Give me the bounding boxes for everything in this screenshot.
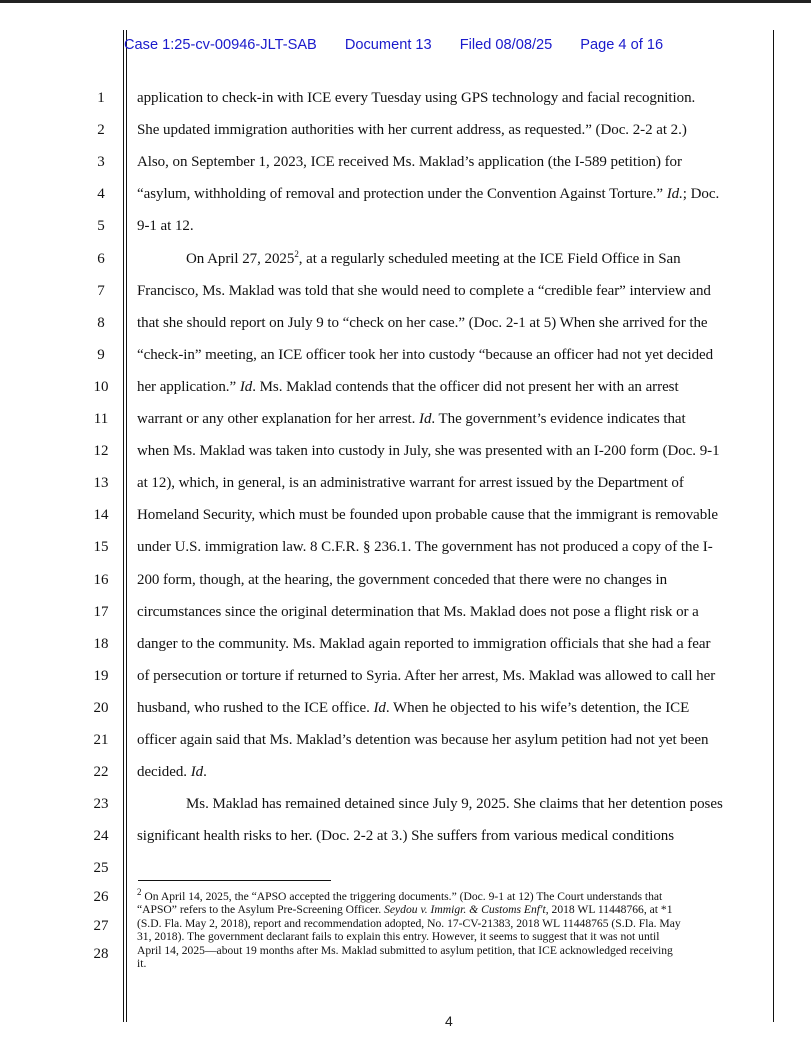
line-number: 7	[97, 282, 105, 299]
body-line: decided. Id.	[137, 764, 207, 781]
body-line: “asylum, withholding of removal and protection under the Convention Against Torture.” Id.; Doc.	[137, 186, 720, 203]
body-line: danger to the community. Ms. Maklad again reported to immigration officials that she had a fear	[137, 635, 711, 652]
line-number: 21	[93, 732, 109, 748]
footnote-separator	[138, 880, 331, 881]
body-line: 9-1 at 12.	[137, 218, 194, 235]
body-line: On April 27, 2025$^2$, at a regularly scheduled meeting at the ICE Field Office in San	[186, 248, 681, 267]
footnote-line: April 14, 2025—about 19 months after Ms. Maklad submitted to asylum petition, that ICE acknowledged receiving	[137, 943, 673, 957]
line-number: 9	[97, 346, 105, 363]
footnote-line: (S.D. Fla. May 2, 2018), report and recommendation adopted, No. 17-CV-21383, 2018 WL 11448765 (S.D. Fla. May	[137, 916, 681, 930]
case-number: Case 1:25-cv-00946-JLT-SAB	[124, 37, 317, 53]
filed-date: Filed 08/08/25	[459, 37, 553, 53]
line-number: 28	[93, 946, 109, 962]
page-number: 4	[445, 1013, 453, 1029]
page-of-pages: Page 4 of 16	[580, 37, 664, 53]
line-number: 15	[93, 539, 109, 556]
line-number: 4	[97, 186, 105, 203]
body-line: at 12), which, in general, is an administrative warrant for arrest issued by the Department of	[137, 475, 684, 492]
footnote-line: $^2$ On April 14, 2025, the “APSO accepted the triggering documents.” (Doc. 9-1 at 12) The Court understands that	[137, 887, 663, 903]
line-number: 13	[93, 475, 109, 492]
footnote-line: “APSO” refers to the Asylum Pre-Screening Officer. Seydou v. Immigr. & Customs Enf't, 2018 WL 11448766, at *1	[137, 903, 673, 917]
body-line: her application.” Id. Ms. Maklad contends that the officer did not present her with an arrest	[137, 378, 679, 395]
body-line: Ms. Maklad has remained detained since July 9, 2025. She claims that her detention poses	[186, 796, 723, 813]
line-number: 1	[97, 90, 105, 106]
footnote-line: 31, 2018). The government declarant fails to explain this entry. However, it seems to suggest that it was not until	[137, 930, 660, 944]
left-margin-rule-inner	[126, 30, 127, 1022]
line-number: 14	[93, 507, 109, 524]
line-number: 8	[97, 314, 105, 331]
body-line: She updated immigration authorities with her current address, as requested.” (Doc. 2-2 at 2.)	[137, 122, 687, 139]
line-number: 18	[93, 635, 109, 652]
body-line: significant health risks to her. (Doc. 2-2 at 3.) She suffers from various medical conditions	[137, 828, 675, 845]
body-line: warrant or any other explanation for her arrest. Id. The government’s evidence indicates that	[137, 411, 686, 427]
line-number: 22	[93, 764, 109, 781]
body-line: “check-in” meeting, an ICE officer took her into custody “because an officer had not yet decided	[137, 346, 714, 363]
left-margin-rule	[123, 30, 124, 1022]
line-number: 25	[93, 860, 109, 877]
body-line: application to check-in with ICE every Tuesday using GPS technology and facial recognition.	[137, 90, 696, 106]
line-number: 10	[93, 378, 109, 395]
body-line: 200 form, though, at the hearing, the government conceded that there were no changes in	[137, 571, 668, 588]
body-line: that she should report on July 9 to “check on her case.” (Doc. 2-1 at 5) When she arrived for the	[137, 314, 708, 331]
line-number: 24	[93, 828, 109, 845]
footnote-line: it.	[137, 957, 147, 970]
line-number: 2	[97, 122, 105, 139]
line-number: 20	[93, 699, 109, 716]
body-line: husband, who rushed to the ICE office. Id. When he objected to his wife’s detention, the ICE	[137, 699, 690, 716]
body-line: when Ms. Maklad was taken into custody in July, she was presented with an I-200 form (Doc. 9-1	[137, 443, 720, 460]
document-number: Document 13	[344, 37, 432, 53]
line-number: 17	[93, 603, 109, 620]
ecf-header	[124, 37, 687, 53]
body-line: Also, on September 1, 2023, ICE received Ms. Maklad’s application (the I-589 petition) for	[137, 154, 682, 171]
line-number: 26	[93, 889, 109, 905]
right-margin-rule	[773, 30, 774, 1022]
line-number: 12	[93, 443, 109, 460]
line-number: 5	[97, 218, 105, 235]
line-number: 19	[93, 667, 109, 684]
body-line: Francisco, Ms. Maklad was told that she would need to complete a “credible fear” interview and	[137, 282, 711, 299]
body-line: under U.S. immigration law. 8 C.F.R. § 236.1. The government has not produced a copy of the I-	[137, 539, 713, 556]
line-number: 27	[93, 918, 109, 934]
line-number: 16	[93, 571, 109, 588]
body-line: Homeland Security, which must be founded upon probable cause that the immigrant is removable	[137, 507, 718, 524]
body-line: of persecution or torture if returned to Syria. After her arrest, Ms. Maklad was allowed to call her	[137, 667, 716, 684]
line-number: 23	[93, 796, 109, 813]
body-line: officer again said that Ms. Maklad’s detention was because her asylum petition had not yet been	[137, 732, 709, 748]
line-number: 6	[97, 250, 105, 267]
window-top-bar	[0, 0, 811, 3]
body-line: circumstances since the original determination that Ms. Maklad does not pose a flight risk or a	[137, 603, 699, 620]
line-number: 3	[97, 154, 105, 171]
line-number: 11	[93, 411, 109, 427]
